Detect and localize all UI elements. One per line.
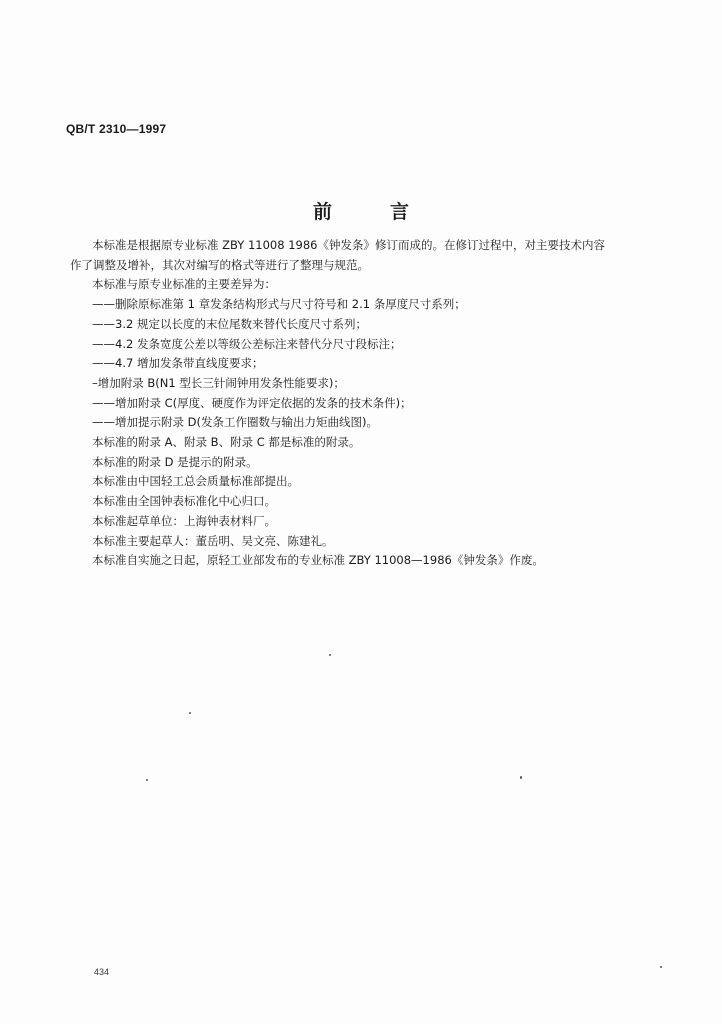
list-item: –增加附录 B(N1 型长三针闹钟用发条性能要求)； <box>92 375 345 390</box>
scan-speck <box>146 779 148 781</box>
list-item: ——删除原标准第 1 章发条结构形式与尺寸符号和 2.1 条厚度尺寸系列； <box>92 297 466 312</box>
paragraph: 本标准自实施之日起，原轻工业部发布的专业标准 ZBY 11008—1986《钟发条》作废。 <box>92 553 544 568</box>
paragraph: 本标准起草单位：上海钟表材料厂。 <box>92 513 276 528</box>
paragraph: 本标准主要起草人：董岳明、吴文亮、陈建礼。 <box>92 533 334 548</box>
paragraph: 本标准是根据原专业标准 ZBY 11008 1986《钟发条》修订而成的。在修订过程中，对主要技术内容 <box>92 238 605 252</box>
paragraph-continuation: 作了调整及增补，其次对编写的格式等进行了整理与规范。 <box>70 257 369 272</box>
paragraph: 本标准与原专业标准的主要差异为： <box>92 277 276 292</box>
scan-speck <box>189 712 191 714</box>
page-title: 前言 <box>312 201 467 223</box>
paragraph: 本标准由中国轻工总会质量标准部提出。 <box>92 474 299 489</box>
scan-speck <box>520 776 522 779</box>
scan-speck <box>660 966 662 968</box>
list-item: ——增加提示附录 D(发条工作圈数与输出力矩曲线图)。 <box>92 415 378 430</box>
page-number: 434 <box>94 967 110 977</box>
list-item: ——4.2 发条宽度公差以等级公差标注来替代分尺寸段标注； <box>92 336 402 351</box>
standard-code: QB/T 2310—1997 <box>66 122 167 136</box>
scan-speck <box>329 654 331 656</box>
list-item: ——3.2 规定以长度的末位尾数来替代长度尺寸系列； <box>92 316 367 331</box>
paragraph: 本标准的附录 A、附录 B、附录 C 都是标准的附录。 <box>92 435 361 450</box>
foreword-body <box>70 236 654 571</box>
paragraph: 本标准的附录 D 是提示的附录。 <box>92 454 258 469</box>
list-item: ——4.7 增加发条带直线度要求； <box>92 356 264 371</box>
paragraph: 本标准由全国钟表标准化中心归口。 <box>92 494 276 509</box>
list-item: ——增加附录 C(厚度、硬度作为评定依据的发条的技术条件)； <box>92 395 412 410</box>
